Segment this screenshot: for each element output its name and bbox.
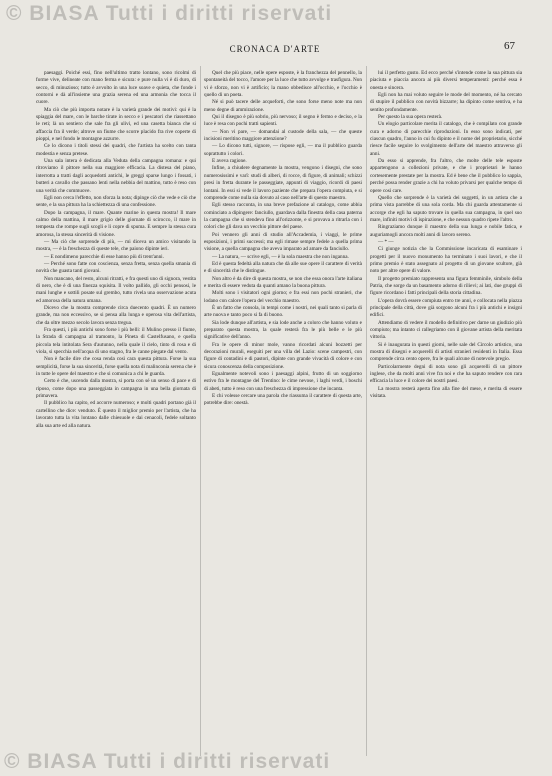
paragraph: Una sala intera è dedicata alla Veduta della campagna romana: e qui ritroviamo il pittore nella sua maggiore efficacia. La distesa del piano, interrotta a tratti dagli acquedotti antichi, le greggi sparse lungo i fossati, i butteri a cavallo che passano lenti nella nebbia del mattino, tutto è reso con una verità che commuove. [36,158,196,194]
paragraph: Né si può tacere delle acqueforti, che sono forse meno note ma non meno degne di ammirazione. [204,99,362,113]
paragraph: Ce lo dicono i titoli stessi dei quadri, che l'artista ha scelto con tanta modestia e senza pretese. [36,143,196,157]
paragraph: — Lo dicono tutti, signore, — rispose egli, — ma il pubblico guarda soprattutto i colori. [204,143,362,157]
text-column-2 [204,70,362,750]
column-rule-left [200,66,201,756]
paragraph: Dicevo che la mostra comprende circa duecento quadri. È un numero grande, ma non eccessivo, se si pensa alla lunga e operosa vita dell'artista, che da oltre mezzo secolo lavora senza tregua. [36,305,196,326]
paragraph: Certo è che, uscendo dalla mostra, si porta con sé un senso di pace e di riposo, come dopo una passeggiata in campagna in una bella giornata di primavera. [36,378,196,400]
paragraph: Infine, a chiudere degnamente la mostra, vengono i disegni, che sono numerosissimi e varî: studi di alberi, di rocce, di figure, di animali; schizzi presi in fretta durante le passeggiate, appunti di viaggio, ricordi di paesi lontani. In essi si vede il lavoro paziente che prepara l'opera compiuta, e si comprende come nulla sia dovuto al caso nell'arte di questo maestro. [204,165,362,201]
paragraph: Quel che più piace, nelle opere esposte, è la franchezza del pennello, la spontaneità del tocco, l'amore per la luce che tutto avvolge e trasfigura. Non vi è sforzo, non vi è artificio; la mano obbedisce all'occhio, e l'occhio è quello di un poeta. [204,70,362,99]
paragraph: Si è inaugurata in questi giorni, nelle sale del Circolo artistico, una mostra di disegni e acquerelli di artisti stranieri residenti in Italia. Essa comprende circa cento opere, fra le quali alcune di notevole pregio. [370,341,522,363]
paragraph: Particolarmente degni di nota sono gli acquerelli di un pittore inglese, che da molti anni vive fra noi e che ha saputo rendere con rara efficacia la luce e il colore dei nostri paesi. [370,363,522,385]
paragraph: Il pubblico ha capito, ed accorre numeroso; e molti quadri portano già il cartellino che dice: venduto. È questo il miglior premio per l'artista, che ha lavorato tutta la vita lontano dalle chiesuole e dai cenacoli, fedele soltanto alla sua arte ed alla natura. [36,400,196,429]
paragraph: — E nondimeno parecchie di esse hanno più di trent'anni. [44,253,164,260]
paragraph: — Perché sono fatte con coscienza, senza fretta, senza quella smania di novità che guasta tanti giovani. [36,260,196,275]
paragraph: Ed è questa fedeltà alla natura che dà alle sue opere il carattere di verità e di sincerità che le distingue. [204,260,362,275]
column-rule-right [366,66,367,756]
paragraph: Ringraziamo dunque il maestro della sua lunga e nobile fatica, e auguriamogli ancora molti anni di lavoro sereno. [370,224,522,238]
paragraph: Egli non cerca l'effetto, non sforza la nota; dipinge ciò che vede e ciò che sente, e la sua pittura ha la schiettezza di una confessione. [36,194,196,209]
paragraph: paesaggi. Poiché essi, fino nell'ultimo tratto lontano, sono ricolmi di forme vive, delineate con mano ferma e sicura: e pure nulla vi è di duro, di secco, di minuzioso; tutto è avvolto in una luce soave e quieta, che fonde i contorni e dà all'insieme una grazia serena ed una armonia che tocca il cuore. [36,70,196,106]
paragraph: Non altro è da dire di questa mostra, se non che essa onora l'arte italiana e merita di essere veduta da quanti amano la buona pittura. [204,275,362,289]
paragraph: Qui il disegno è più sobrio, più nervoso; il segno è fermo e deciso, e la luce è resa con pochi tratti sapienti. [204,114,362,128]
paragraph: — La natura, — scrive egli, — è la sola maestra che non inganna. [212,253,349,260]
paragraph: — * — [378,238,394,245]
paragraph: Attendiamo di vedere il modello definitivo per darne un giudizio più compiuto; ma intanto ci rallegriamo con il giovane artista della meritata vittoria. [370,319,522,341]
paragraph: — Ma ciò che sorprende di più, — mi diceva un amico visitando la mostra, — è la freschezza di queste tele, che paiono dipinte ieri. [36,238,196,253]
watermark-bottom: © BIASA Tutti i diritti riservati [4,750,331,773]
paragraph: Fra questi, i più antichi sono forse i più belli: il Mulino presso il fiume, la Strada di campagna al tramonto, la Pineta di Castelfusano, e quella piccola tela intitolata Sera d'autunno, nella quale il cielo, tinto di rosa e di viola, si specchia nell'acqua di uno stagno, fra le canne piegate dal vento. [36,327,196,356]
paragraph: L'opera dovrà essere compiuta entro tre anni, e collocata nella piazza principale della città, dove già sorgono alcuni fra i più antichi e insigni edifici. [370,297,522,319]
paragraph: Egli non ha mai voluto seguire le mode del momento, né ha cercato di stupire il pubblico con novità bizzarre; ha dipinto come sentiva, e ha sentito profondamente. [370,92,522,113]
paragraph: Dopo la campagna, il mare. Quante marine in questa mostra! Il mare calmo della mattina, il mare grigio delle giornate di scirocco, il mare in tempesta che rompe sugli scogli e li copre di spuma. E sempre la stessa cura amorosa, la stessa sincerità di visione. [36,209,196,238]
paragraph: E aveva ragione. [212,158,247,165]
paragraph: Ma ciò che più importa notare è la varietà grande dei motivi: qui è la spiaggia del mare, con le barche tirate in secco e i pescatori che riassettano le reti; là un sentiero che sale fra gli ulivi, ed una casetta bianca che si affaccia fra il verde; altrove un fiume che scorre placido fra rive coperte di pioppi, e nel fondo le montagne azzurre. [36,106,196,143]
paragraph: E chi volesse cercare una parola che riassuma il carattere di questa arte, potrebbe dire: onestà. [204,393,362,407]
paragraph: Molti sono i visitatori ogni giorno; e fra essi non pochi stranieri, che lodano con calore l'opera del vecchio maestro. [204,290,362,304]
paragraph: Ci giunge notizia che la Commissione incaricata di esaminare i progetti per il nuovo monumento ha terminato i suoi lavori, e che il primo premio è stato assegnato al progetto di un giovane scultore, già noto per altre opere di valore. [370,246,522,275]
text-column-1 [36,70,196,750]
paragraph: La mostra resterà aperta fino alla fine del mese, e merita di essere visitata. [370,385,522,400]
paragraph: Non mancano, del resto, alcuni ritratti, e fra questi uno di signora, vestita di nero, che è di una finezza squisita. Il volto pallido, gli occhi pensosi, le mani lunghe e sottili posate sul grembo, tutto rivela una osservazione acuta ed amorosa della natura umana. [36,275,196,304]
watermark-top: © BIASA Tutti i diritti riservati [6,2,333,25]
text-column-3 [370,70,522,750]
paragraph: Un elogio particolare merita il catalogo, che è compilato con grande cura e adorno di parecchie riproduzioni. In esso sono indicati, per ciascun quadro, l'anno in cui fu dipinto e il nome del proprietario, sicché riesce facile seguire lo svolgimento dell'arte del maestro attraverso gli anni. [370,121,522,157]
paragraph: Egli stesso racconta, in una breve prefazione al catalogo, come abbia cominciato a dipingere: fanciullo, guardava dalla finestra della casa paterna la campagna che si stendeva fino all'orizzonte, e si provava a ritrarla con i colori che gli dava un vecchio pittore del paese. [204,202,362,231]
paragraph: — Non vi pare, — domandai al custode della sala, — che queste incisioni meritino maggiore attenzione? [204,128,362,143]
paragraph: Non è facile dire che cosa renda così cara questa pittura. Forse la sua semplicità, forse la sua sincerità, forse quella nota di malinconia serena che è in tutte le opere del maestro e che si comunica a chi le guarda. [36,356,196,378]
paragraph: lui il perfetto gusto. Ed ecco perché s'intende come la sua pittura sia piaciuta e piaccia ancora ai più diversi temperamenti: perché essa è onesta e sincera. [370,70,522,91]
paragraph: Il progetto premiato rappresenta una figura femminile, simbolo della Patria, che sorge da un basamento adorno di rilievi; ai lati, due gruppi di figure ricordano i fatti principali della storia cittadina. [370,275,522,297]
paragraph: Egualmente notevoli sono i paesaggi alpini, frutto di un soggiorno estivo fra le montagne del Trentino: le cime nevose, i laghi verdi, i boschi di abeti, tutto è reso con una freschezza di impressione che incanta. [204,371,362,392]
paragraph: Fra le opere di minor mole, vanno ricordati alcuni bozzetti per decorazioni murali, eseguiti per una villa del Lazio: scene campestri, con figure di contadini e di pastori, dipinte con grande vivacità di colore e con sicura conoscenza della composizione. [204,341,362,370]
paragraph: Da esso si apprende, fra l'altro, che molte delle tele esposte appartengono a collezioni private, e che i proprietari le hanno cortesemente prestate per la mostra. Ed è bene che il pubblico lo sappia, perché possa render grazie a chi ha voluto privarsi per qualche tempo di opere così care. [370,158,522,194]
paragraph: È un fatto che consola, in tempi come i nostri, nei quali tanto si parla di arte nuova e tanto poco si fa di buono. [204,305,362,319]
paragraph: Sia lode dunque all'artista, e sia lode anche a coloro che hanno voluto e preparato questa mostra, la quale resterà fra le più belle e le più significative dell'anno. [204,319,362,341]
running-head: CRONACA D'ARTE [229,44,321,54]
paragraph: Quello che sorprende è la varietà dei soggetti, in un artista che a prima vista parrebbe di una sola corda. Ma chi guarda attentamente si accorge che egli ha saputo trovare in quella sua campagna, in quel suo mare, infiniti motivi di ispirazione, e che nessun quadro ripete l'altro. [370,194,522,223]
paragraph: Per questo la sua opera resterà. [378,114,443,121]
paragraph: Poi vennero gli anni di studio all'Accademia, i viaggi, le prime esposizioni, i primi successi; ma egli rimase sempre fedele a quella prima visione, a quella campagna che aveva imparato ad amare da fanciullo. [204,231,362,253]
page-number: 67 [504,40,515,52]
